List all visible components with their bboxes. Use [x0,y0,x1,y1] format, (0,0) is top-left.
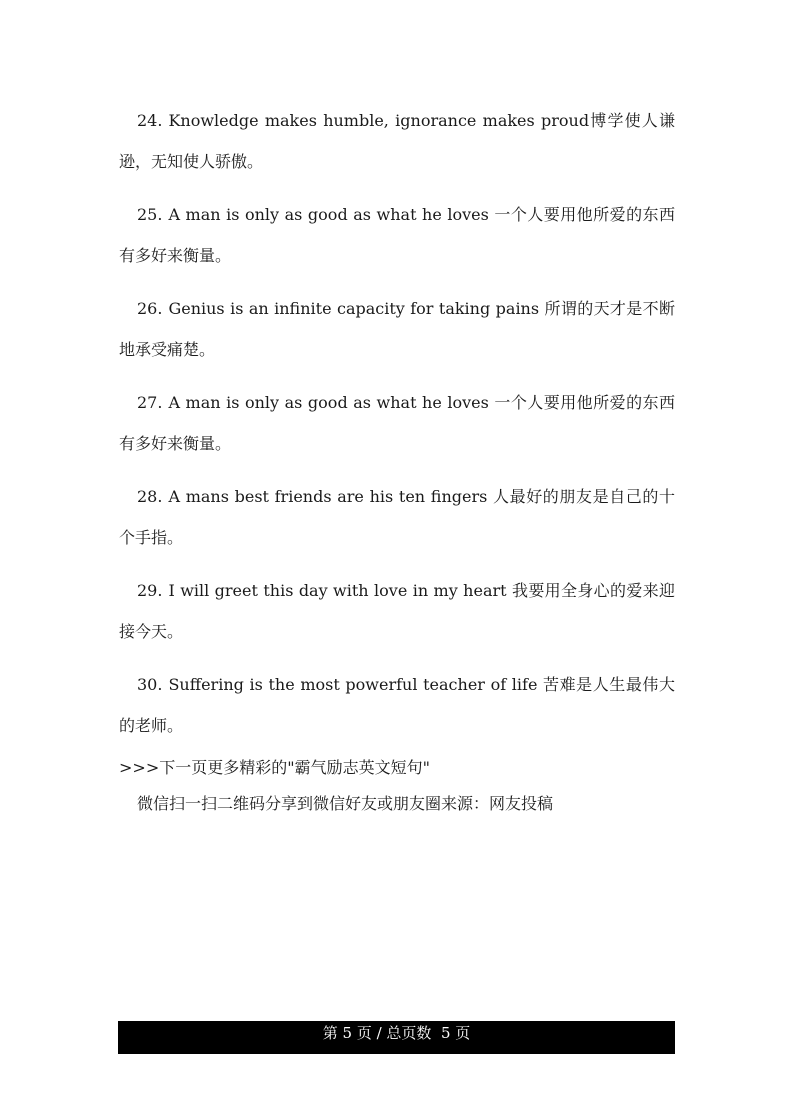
share-text: 微信扫一扫二维码分享到微信好友或朋友圈来源：网友投稿 [137,794,554,813]
quote-number: 25. [137,205,163,224]
quote-number: 26. [137,299,163,318]
quote-number: 30. [137,675,163,694]
next-page-link[interactable]: >>>下一页更多精彩的"霸气励志英文短句" [119,758,430,777]
quote-paragraph-26 [119,288,675,370]
document-body [119,100,675,820]
quote-number: 24. [137,111,163,130]
quote-paragraph-29 [119,570,675,652]
quote-text: Suffering is the most powerful teacher of life 苦难是人生最伟大的老师。 [119,675,675,735]
quote-text: Genius is an infinite capacity for taking pains 所谓的天才是不断地承受痛楚。 [119,299,675,359]
page-number-label: 第 5 页 / 总页数 5 页 [322,1024,471,1042]
quote-text: I will greet this day with love in my heart 我要用全身心的爱来迎接今天。 [119,581,675,641]
page-footer [118,1021,675,1054]
quote-number: 27. [137,393,163,412]
quote-paragraph-27 [119,382,675,464]
quote-text: A man is only as good as what he loves 一个人要用他所爱的东西有多好来衡量。 [119,205,675,265]
quote-paragraph-30 [119,664,675,746]
quote-text: Knowledge makes humble, ignorance makes proud博学使人谦逊，无知使人骄傲。 [119,111,675,171]
quote-paragraph-24 [119,100,675,182]
quote-paragraph-25 [119,194,675,276]
quote-number: 29. [137,581,163,600]
quote-text: A man is only as good as what he loves 一个人要用他所爱的东西有多好来衡量。 [119,393,675,453]
quote-text: A mans best friends are his ten fingers 人最好的朋友是自己的十个手指。 [119,487,675,547]
quote-paragraph-28 [119,476,675,558]
quote-number: 28. [137,487,163,506]
